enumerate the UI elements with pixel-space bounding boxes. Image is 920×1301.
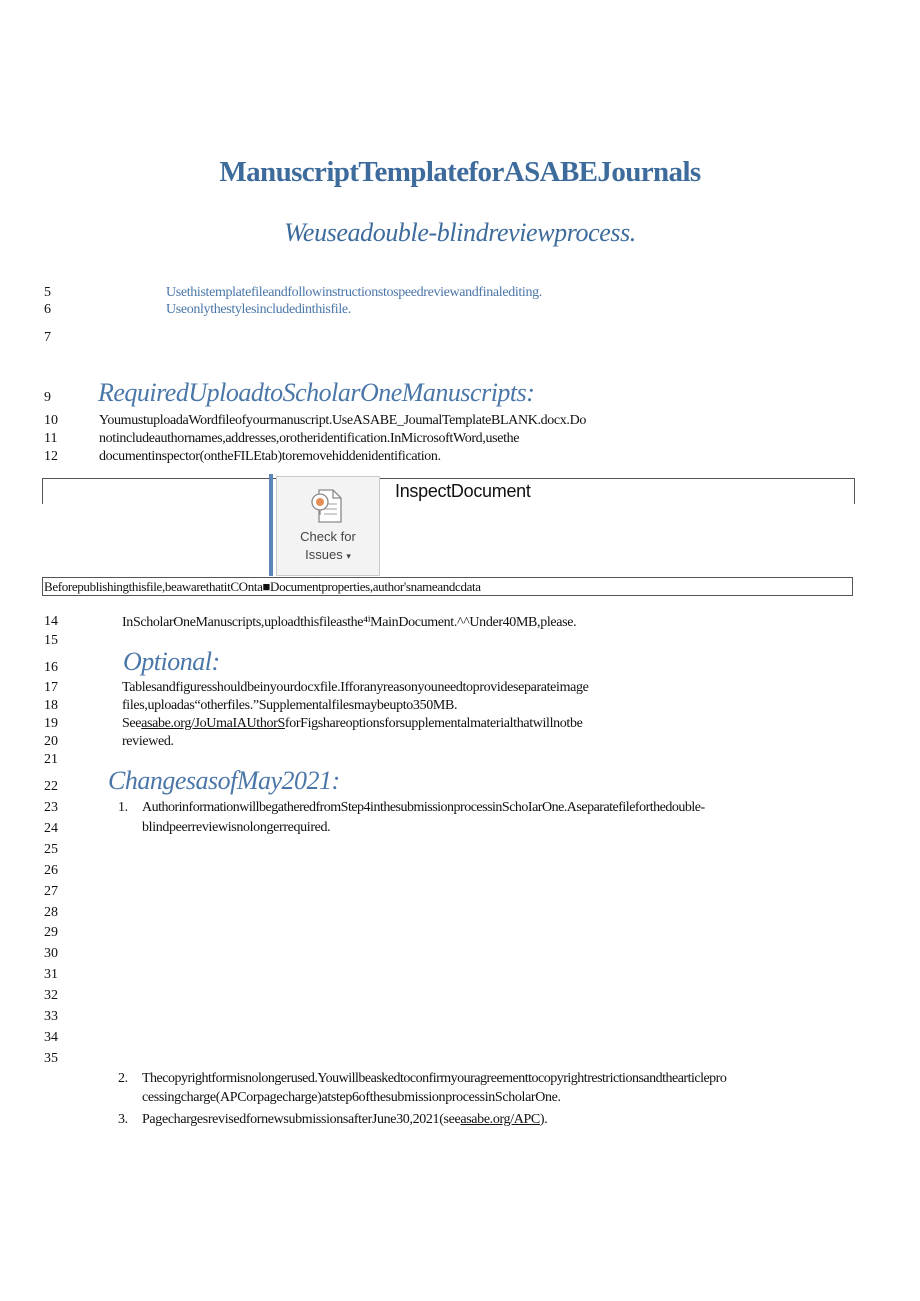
- list-marker: 2.: [118, 1071, 128, 1086]
- line-number: 33: [44, 1009, 58, 1024]
- issues-label: [277, 547, 379, 562]
- text-run: See: [122, 716, 142, 731]
- line-number: 25: [44, 842, 58, 857]
- line-number: 30: [44, 946, 58, 961]
- issues-text: Issues: [305, 547, 343, 562]
- accent-bar: [269, 474, 273, 576]
- document-title: ManuscriptTemplateforASABEJournals: [219, 156, 701, 188]
- list-item-text: [142, 1112, 547, 1128]
- check-for-issues-label: Check for: [300, 529, 356, 544]
- body-line: YoumustuploadaWordfileofyourmanuscript.UseASABE_JoumalTemplateBLANK.docx.Do: [99, 413, 586, 428]
- line-number: 11: [44, 431, 58, 446]
- document-subtitle: Weuseadouble-blindreviewprocess.: [284, 218, 636, 247]
- line-number: 28: [44, 905, 58, 920]
- text-run: PagechargesrevisedfornewsubmissionsafterJune30,2021(see: [142, 1112, 461, 1127]
- list-item-text: cessingcharge(APCorpagecharge)atstep6ofthesubmissionprocessinScholarOne.: [142, 1090, 561, 1105]
- line-number: 23: [44, 800, 58, 815]
- inspect-document-figure: [42, 478, 853, 596]
- list-marker: 3.: [118, 1112, 128, 1127]
- line-number: 10: [44, 413, 58, 428]
- line-number: 5: [44, 285, 51, 300]
- line-number: 35: [44, 1051, 58, 1066]
- intro-line: Usethistemplatefileandfollowinstructionstospeedreviewandfinalediting.: [166, 285, 542, 300]
- line-number: 29: [44, 925, 58, 940]
- list-marker: 1.: [118, 800, 128, 815]
- line-number: 27: [44, 884, 58, 899]
- body-line: reviewed.: [122, 734, 174, 749]
- body-line: Tablesandfiguresshouldbeinyourdocxfile.Ifforanyreasonyouneedtoprovideseparateimage: [122, 680, 589, 695]
- line-number: 18: [44, 698, 58, 713]
- body-line: InScholarOneManuscripts,uploadthisfileasthe⁴ⁱMainDocument.^^Under40MB,please.: [122, 615, 577, 630]
- list-item-text: blindpeerreviewisnolongerrequired.: [142, 820, 331, 835]
- body-line: documentinspector(ontheFILEtab)toremovehiddenidentification.: [99, 449, 441, 464]
- line-number: 16: [44, 660, 58, 675]
- text-run: ).: [539, 1112, 548, 1127]
- caret-icon: ▾: [346, 551, 351, 561]
- line-number: 12: [44, 449, 58, 464]
- line-number: 15: [44, 633, 58, 648]
- line-number: 32: [44, 988, 58, 1003]
- line-number: 21: [44, 752, 58, 767]
- line-number: 26: [44, 863, 58, 878]
- line-number: 17: [44, 680, 58, 695]
- body-line: [122, 716, 582, 732]
- line-number: 24: [44, 821, 58, 836]
- line-number: 19: [44, 716, 58, 731]
- line-number: 14: [44, 614, 58, 629]
- section-heading-required: RequiredUploadtoScholarOneManuscripts:: [98, 378, 535, 407]
- document-check-icon: [309, 487, 347, 527]
- line-number: 34: [44, 1030, 58, 1045]
- line-number: 20: [44, 734, 58, 749]
- apc-link[interactable]: asabe.org/APC: [460, 1112, 540, 1127]
- text-run: forFigshareoptionsforsupplementalmaterialthatwillnotbe: [284, 716, 583, 731]
- author-guidelines-link[interactable]: asabe.org/JoUmaIAUthorS: [141, 716, 285, 731]
- line-number: 7: [44, 330, 51, 345]
- inspect-description: Beforepublishingthisfile,beawarethatitCOnta■Documentproperties,author'snameandcdata: [44, 579, 481, 594]
- line-number: 9: [44, 390, 51, 405]
- body-line: notincludeauthornames,addresses,orotheridentification.InMicrosoftWord,usethe: [99, 431, 520, 446]
- check-for-issues-button[interactable]: [276, 476, 380, 576]
- section-heading-changes: ChangesasofMay2021:: [108, 766, 340, 795]
- line-number: 22: [44, 779, 58, 794]
- line-number: 6: [44, 302, 51, 317]
- line-number: 31: [44, 967, 58, 982]
- list-item-text: Thecopyrightformisnolongerused.Youwillbeaskedtoconfirmyouragreementtocopyrightrestrictionsandthearticlepro: [142, 1071, 727, 1086]
- list-item-text: AuthorinformationwillbegatheredfromStep4inthesubmissionprocessinSchoIarOne.Aseparatefileforthedouble-: [142, 800, 705, 815]
- inspect-document-title: InspectDocument: [395, 481, 531, 501]
- intro-line: Useonlythestylesincludedinthisfile.: [166, 302, 351, 317]
- body-line: files,uploadas“otherfiles.”Supplementalfilesmaybeupto350MB.: [122, 698, 458, 713]
- section-heading-optional: Optional:: [123, 647, 220, 676]
